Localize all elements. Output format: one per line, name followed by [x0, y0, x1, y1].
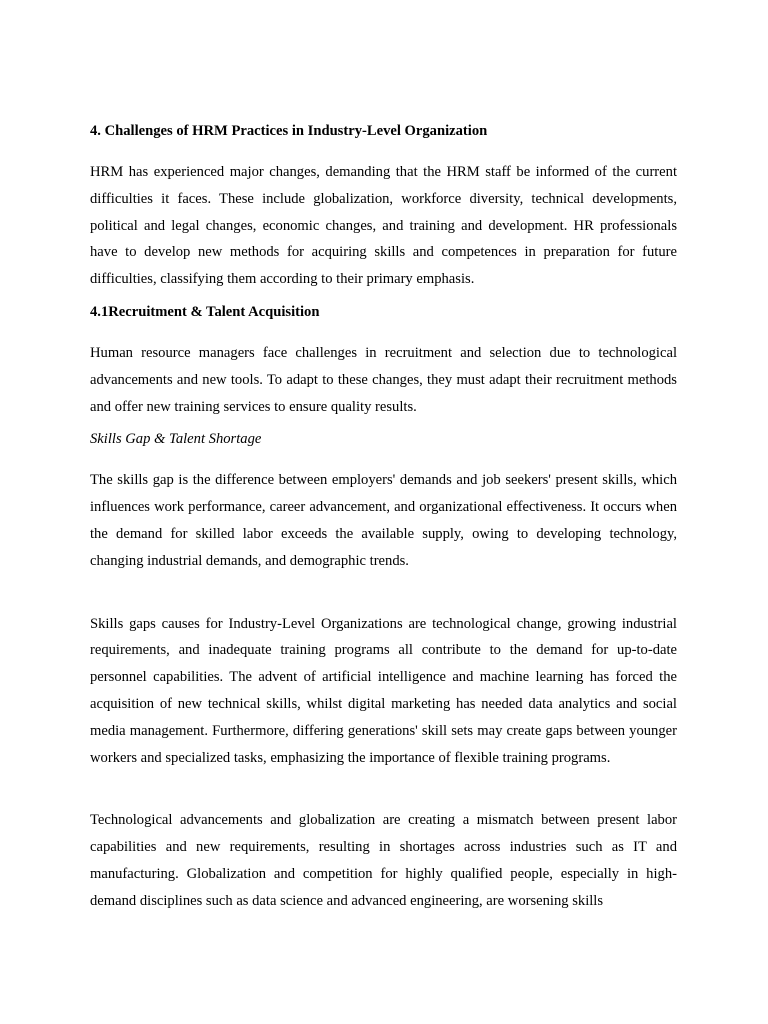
section-4-heading: 4. Challenges of HRM Practices in Industry-Level Organization [90, 123, 488, 139]
section-4-1-heading: 4.1Recruitment & Talent Acquisition [90, 303, 320, 320]
section-4-intro-paragraph: HRM has experienced major changes, demanding that the HRM staff be informed of the current difficulties it faces. These include globalization, workforce diversity, technical developments, political and legal changes, economic changes, and training and development. HR professionals have to develop new methods for acquiring skills and competences in preparation for future difficulties, classifying them according to their primary emphasis. [90, 164, 677, 288]
skills-gap-paragraph-2: Skills gaps causes for Industry-Level Organizations are technological change, growing industrial requirements, and inadequate training programs all contribute to the demand for up-to-date personnel capabilities. The advent of artificial intelligence and machine learning has forced the acquisition of new technical skills, whilst digital marketing has needed data analytics and social media management. Furthermore, differing generations' skill sets may create gaps between younger workers and specialized tasks, emphasizing the importance of flexible training programs. [90, 615, 677, 766]
section-4-1-intro-paragraph: Human resource managers face challenges in recruitment and selection due to technological advancements and new tools. To adapt to these changes, they must adapt their recruitment methods and offer new training services to ensure quality results. [90, 344, 677, 415]
skills-gap-subheading: Skills Gap & Talent Shortage [90, 431, 262, 448]
skills-gap-paragraph-3: Technological advancements and globalization are creating a mismatch between present labor capabilities and new requirements, resulting in shortages across industries such as IT and manufacturing. Globalization and competition for highly qualified people, especially in high-demand disciplines such as data science and advanced engineering, are worsening skills [90, 812, 677, 909]
skills-gap-paragraph-1: The skills gap is the difference between employers' demands and job seekers' present skills, which influences work performance, career advancement, and organizational effectiveness. It occurs when the demand for skilled labor exceeds the available supply, owing to developing technology, changing industrial demands, and demographic trends. [90, 472, 677, 569]
document-page [90, 122, 677, 1024]
